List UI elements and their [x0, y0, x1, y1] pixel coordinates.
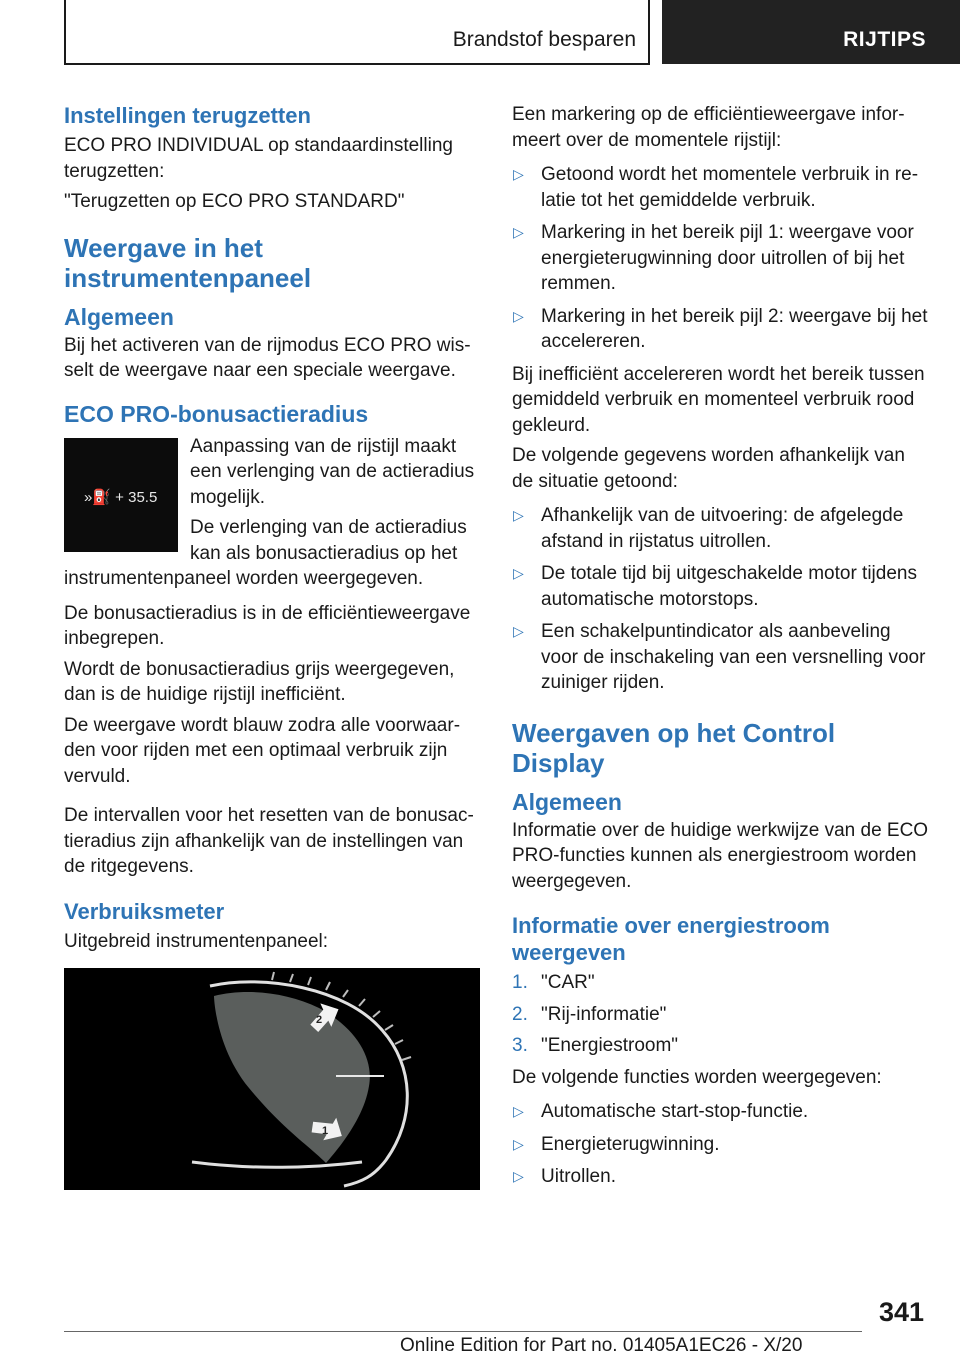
heading-instrument-display: Weergave in het instrumentenpaneel: [64, 232, 312, 293]
step-item: [512, 1033, 930, 1059]
list-item-text: Markering in het bereik pijl 1: weergave voor energieterugwinning door uitrollen of bij het remmen.: [541, 222, 914, 294]
step-number: 2.: [512, 1003, 528, 1025]
paragraph: De bonusactieradius is in de efficiëntieweergave inbegrepen.: [64, 602, 471, 649]
triangle-bullet-icon: ▷: [513, 166, 524, 182]
paragraph: De weergave wordt blauw zodra alle voorwaarden voor rijden met een optimaal verbruik zijn vervuld.: [64, 714, 461, 787]
fuel-pump-icon: »⛽ + 35.5: [84, 488, 158, 506]
paragraph: De verlenging van de actieradius kan als bonusactieradius op het instrumentenpaneel worden weergegeven.: [64, 517, 467, 589]
step-text: "Rij-informatie": [541, 1003, 667, 1025]
header-left-rule: [64, 0, 66, 64]
list-item-text: Uitrollen.: [541, 1166, 616, 1187]
right-column: [512, 100, 930, 1197]
list-item: [512, 561, 930, 612]
chapter-tab: [662, 0, 960, 64]
bonus-range-block: [64, 434, 480, 597]
bonus-range-display-image: [64, 438, 178, 552]
list-item-text: Een schakelpuntindicator als aanbeveling voor de inschakeling van een versnelling voor zuiniger rijden.: [541, 621, 926, 693]
triangle-bullet-icon: ▷: [513, 623, 524, 639]
step-number: 1.: [512, 972, 528, 993]
step-item: [512, 1002, 930, 1028]
paragraph: De intervallen voor het resetten van de bonusactieradius zijn afhankelijk van de instellingen van de ritgegevens.: [64, 805, 474, 877]
list-item: [512, 220, 930, 297]
list-item: [512, 503, 930, 554]
heading-general: Algemeen: [64, 303, 174, 330]
consumption-gauge-image: [64, 968, 480, 1190]
paragraph: Wordt de bonusactieradius grijs weergegeven, dan is de huidige rijstijl inefficiënt.: [64, 658, 455, 705]
header-right-rule: [648, 0, 650, 64]
triangle-bullet-icon: ▷: [513, 565, 524, 581]
list-item: [512, 304, 930, 355]
gauge-illustration: [64, 968, 480, 1190]
triangle-bullet-icon: ▷: [513, 1103, 524, 1119]
list-item: [512, 1099, 930, 1125]
paragraph: Aanpassing van de rijstijl maakt een verlenging van de actieradius mogelijk.: [190, 435, 475, 508]
left-column: [64, 100, 480, 1190]
marking-list: [512, 162, 930, 355]
chapter-title: RIJTIPS: [843, 28, 926, 51]
step-number: 3.: [512, 1035, 528, 1056]
paragraph: Bij inefficiënt accelereren wordt het bereik tussen gemiddeld verbruik en momenteel verbruik rood gekleurd.: [512, 363, 925, 436]
triangle-bullet-icon: ▷: [513, 507, 524, 523]
paragraph: De volgende functies worden weergegeven:: [512, 1066, 882, 1088]
list-item-text: Getoond wordt het momentele verbruik in relatie tot het gemiddelde verbruik.: [541, 164, 919, 211]
paragraph: Bij het activeren van de rijmodus ECO PRO wisselt de weergave naar een speciale weergave.: [64, 334, 471, 381]
footer-edition: Online Edition for Part no. 01405A1EC26 - X/20: [400, 1335, 803, 1356]
triangle-bullet-icon: ▷: [513, 307, 524, 324]
list-item-text: Automatische start-stop-functie.: [541, 1101, 809, 1122]
footer-rule: [64, 1331, 862, 1332]
step-text: "Energiestroom": [541, 1035, 679, 1056]
data-list: [512, 503, 930, 696]
heading-general-right: Algemeen: [512, 788, 622, 815]
list-item-text: Markering in het bereik pijl 2: weergave bij het accelereren.: [541, 305, 928, 352]
list-item-text: Afhankelijk van de uitvoering: de afgelegde afstand in rijstatus uitrollen.: [541, 505, 904, 552]
arrow-1-label: 1: [322, 1125, 329, 1137]
paragraph: "Terugzetten op ECO PRO STANDARD": [64, 191, 405, 212]
gauge-bottom-line: [192, 1162, 362, 1167]
triangle-bullet-icon: ▷: [513, 1168, 524, 1184]
list-item: [512, 619, 930, 696]
heading-consumption-meter: Verbruiksmeter: [64, 898, 225, 924]
triangle-bullet-icon: ▷: [513, 224, 524, 240]
section-title: Brandstof besparen: [452, 28, 636, 51]
list-item-text: Energieterugwinning.: [541, 1133, 720, 1155]
list-item: [512, 1132, 930, 1158]
heading-reset-settings: Instellingen terugzetten: [64, 103, 311, 128]
heading-bonus-range: ECO PRO-bonusactieradius: [64, 400, 369, 427]
page-number: 341: [878, 1297, 924, 1327]
paragraph: Een markering op de efficiëntieweergave informeert over de momentele rijstijl:: [512, 104, 905, 151]
steps-list: [512, 970, 930, 1059]
heading-energy-flow: Informatie over energiestroom weergeven: [512, 913, 830, 965]
header-bottom-rule: [64, 63, 650, 65]
paragraph: Informatie over de huidige werkwijze van de ECO PRO-functies kunnen als energiestroom worden weergegeven.: [512, 819, 929, 892]
paragraph: Uitgebreid instrumentenpaneel:: [64, 930, 329, 952]
step-text: "CAR": [541, 972, 595, 993]
gauge-segment: [214, 992, 370, 1163]
step-item: [512, 970, 930, 996]
paragraph: ECO PRO INDIVIDUAL op standaardinstelling terugzetten:: [64, 135, 453, 182]
heading-control-display: Weergaven op het Control Display: [512, 717, 836, 778]
list-item: [512, 162, 930, 213]
triangle-bullet-icon: ▷: [513, 1135, 524, 1152]
paragraph: De volgende gegevens worden afhankelijk van de situatie getoond:: [512, 445, 905, 492]
functions-list: [512, 1099, 930, 1190]
arrow-2-label: 2: [316, 1014, 323, 1026]
list-item: [512, 1164, 930, 1190]
list-item-text: De totale tijd bij uitgeschakelde motor tijdens automatische motorstops.: [541, 563, 917, 610]
